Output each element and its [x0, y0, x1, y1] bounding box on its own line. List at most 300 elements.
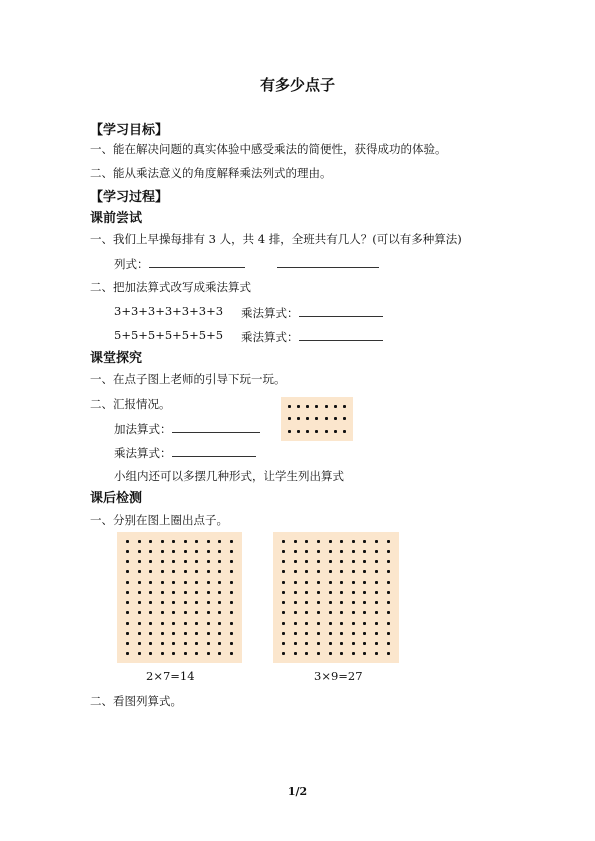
- grid-dot: [184, 652, 187, 655]
- grid-dot: [315, 430, 318, 433]
- explore-question-1: 一、在点子图上老师的引导下玩一玩。: [90, 372, 286, 386]
- grid-dot: [317, 591, 320, 594]
- grid-dot: [195, 642, 198, 645]
- grid-dot: [282, 652, 285, 655]
- grid-dot: [340, 652, 343, 655]
- mul-row-1: [241, 304, 383, 321]
- grid-dot: [387, 570, 390, 573]
- grid-dot: [282, 622, 285, 625]
- grid-dot: [294, 632, 297, 635]
- grid-dot: [317, 560, 320, 563]
- add-expr-2: 5+5+5+5+5+5+5: [114, 328, 224, 342]
- grid-dot: [375, 611, 378, 614]
- grid-dot: [184, 581, 187, 584]
- grid-dot: [282, 591, 285, 594]
- add-formula-row: [114, 420, 260, 437]
- grid-dot: [387, 601, 390, 604]
- grid-dot: [207, 611, 210, 614]
- grid-dot: [149, 550, 152, 553]
- grid-dot: [126, 560, 129, 563]
- grid-dot: [218, 632, 221, 635]
- grid-dot: [282, 560, 285, 563]
- grid-dot: [315, 405, 318, 408]
- grid-dot: [161, 611, 164, 614]
- grid-dot: [218, 550, 221, 553]
- grid-dot: [317, 540, 320, 543]
- grid-dot: [138, 642, 141, 645]
- grid-dot: [363, 652, 366, 655]
- grid-dot: [294, 622, 297, 625]
- grid-dot: [340, 611, 343, 614]
- post-heading: 课后检测: [90, 491, 143, 506]
- grid-dot: [230, 652, 233, 655]
- grid-dot: [387, 642, 390, 645]
- dot-grid-right: [273, 532, 399, 663]
- grid-dot: [387, 611, 390, 614]
- grid-dot: [126, 550, 129, 553]
- grid-dot: [329, 622, 332, 625]
- grid-dot: [138, 591, 141, 594]
- grid-dot: [317, 632, 320, 635]
- grid-dot: [230, 611, 233, 614]
- grid-dot: [138, 611, 141, 614]
- grid-dot: [138, 581, 141, 584]
- grid-dot: [230, 581, 233, 584]
- grid-dot: [138, 652, 141, 655]
- grid-dot: [138, 632, 141, 635]
- caption-right: 3×9=27: [314, 669, 363, 683]
- grid-dot: [329, 560, 332, 563]
- grid-dot: [184, 622, 187, 625]
- grid-dot: [138, 550, 141, 553]
- grid-dot: [343, 430, 346, 433]
- grid-dot: [161, 560, 164, 563]
- grid-dot: [207, 642, 210, 645]
- grid-dot: [305, 570, 308, 573]
- grid-dot: [282, 550, 285, 553]
- grid-dot: [184, 570, 187, 573]
- grid-dot: [207, 560, 210, 563]
- grid-dot: [387, 581, 390, 584]
- grid-dot: [184, 642, 187, 645]
- grid-dot: [172, 601, 175, 604]
- grid-dot: [230, 642, 233, 645]
- grid-dot: [207, 632, 210, 635]
- grid-dot: [352, 632, 355, 635]
- grid-dot: [195, 652, 198, 655]
- grid-dot: [343, 405, 346, 408]
- grid-dot: [294, 550, 297, 553]
- grid-dot: [207, 622, 210, 625]
- grid-dot: [387, 652, 390, 655]
- grid-dot: [325, 417, 328, 420]
- explore-heading: 课堂探究: [90, 351, 143, 366]
- grid-dot: [282, 540, 285, 543]
- grid-dot: [387, 560, 390, 563]
- grid-dot: [138, 601, 141, 604]
- post-question-2: 二、看图列算式。: [90, 694, 182, 708]
- dot-grid-left: [117, 532, 242, 663]
- explore-question-2: 二、汇报情况。: [90, 397, 171, 411]
- grid-dot: [317, 581, 320, 584]
- grid-dot: [218, 540, 221, 543]
- grid-dot: [305, 581, 308, 584]
- grid-dot: [305, 632, 308, 635]
- grid-dot: [387, 550, 390, 553]
- grid-dot: [184, 560, 187, 563]
- grid-dot: [172, 591, 175, 594]
- grid-dot: [161, 570, 164, 573]
- grid-dot: [294, 642, 297, 645]
- grid-dot: [149, 642, 152, 645]
- grid-dot: [172, 611, 175, 614]
- grid-dot: [149, 591, 152, 594]
- grid-dot: [195, 632, 198, 635]
- grid-dot: [375, 570, 378, 573]
- mul-blank-1[interactable]: [299, 304, 383, 317]
- mul-blank[interactable]: [172, 444, 256, 457]
- grid-dot: [297, 430, 300, 433]
- grid-dot: [126, 611, 129, 614]
- grid-dot: [207, 570, 210, 573]
- grid-dot: [352, 550, 355, 553]
- grid-dot: [195, 560, 198, 563]
- caption-left: 2×7=14: [146, 669, 195, 683]
- grid-dot: [282, 642, 285, 645]
- grid-dot: [172, 632, 175, 635]
- grid-dot: [340, 632, 343, 635]
- mul-formula-row: [114, 444, 256, 461]
- grid-dot: [195, 540, 198, 543]
- pre-formula-row: [114, 255, 379, 272]
- grid-dot: [294, 570, 297, 573]
- grid-dot: [172, 550, 175, 553]
- grid-dot: [126, 642, 129, 645]
- grid-dot: [218, 622, 221, 625]
- grid-dot: [317, 601, 320, 604]
- grid-dot: [329, 632, 332, 635]
- grid-dot: [363, 611, 366, 614]
- grid-dot: [218, 652, 221, 655]
- answer-blank-1[interactable]: [149, 255, 245, 268]
- grid-dot: [172, 560, 175, 563]
- mul-blank-2[interactable]: [299, 328, 383, 341]
- grid-dot: [352, 540, 355, 543]
- grid-dot: [375, 560, 378, 563]
- mul-row-2: [241, 328, 383, 345]
- grid-dot: [172, 570, 175, 573]
- pre-question-1: 一、我们上早操每排有 3 人，共 4 排，全班共有几人？(可以有多种算法): [90, 232, 462, 246]
- grid-dot: [207, 591, 210, 594]
- grid-dot: [138, 540, 141, 543]
- grid-dot: [282, 570, 285, 573]
- grid-dot: [306, 417, 309, 420]
- grid-dot: [375, 581, 378, 584]
- grid-dot: [126, 591, 129, 594]
- grid-dot: [207, 652, 210, 655]
- grid-dot: [297, 417, 300, 420]
- grid-dot: [363, 581, 366, 584]
- add-expr-1: 3+3+3+3+3+3+3: [114, 304, 224, 318]
- grid-dot: [230, 622, 233, 625]
- grid-dot: [282, 611, 285, 614]
- grid-dot: [363, 540, 366, 543]
- grid-dot: [149, 652, 152, 655]
- grid-dot: [161, 601, 164, 604]
- grid-dot: [149, 540, 152, 543]
- grid-dot: [340, 591, 343, 594]
- explore-note: 小组内还可以多摆几种形式，让学生列出算式: [114, 469, 344, 483]
- grid-dot: [305, 540, 308, 543]
- add-label: 加法算式：: [114, 422, 172, 436]
- grid-dot: [305, 611, 308, 614]
- grid-dot: [172, 652, 175, 655]
- grid-dot: [317, 611, 320, 614]
- grid-dot: [207, 581, 210, 584]
- page-title: 有多少点子: [259, 76, 335, 94]
- formula-label: 列式：: [114, 257, 149, 271]
- goal-item-2: 二、能从乘法意义的角度解释乘法列式的理由。: [90, 166, 332, 180]
- grid-dot: [172, 622, 175, 625]
- grid-dot: [184, 611, 187, 614]
- grid-dot: [218, 642, 221, 645]
- grid-dot: [329, 642, 332, 645]
- grid-dot: [230, 601, 233, 604]
- grid-dot: [334, 417, 337, 420]
- grid-dot: [161, 642, 164, 645]
- grid-dot: [138, 622, 141, 625]
- grid-dot: [288, 430, 291, 433]
- grid-dot: [387, 540, 390, 543]
- grid-dot: [218, 581, 221, 584]
- grid-dot: [218, 611, 221, 614]
- grid-dot: [230, 570, 233, 573]
- grid-dot: [126, 540, 129, 543]
- grid-dot: [305, 622, 308, 625]
- grid-dot: [288, 405, 291, 408]
- grid-dot: [352, 581, 355, 584]
- grid-dot: [317, 642, 320, 645]
- mul-label-1: 乘法算式：: [241, 306, 299, 320]
- pre-question-2: 二、把加法算式改写成乘法算式: [90, 280, 251, 294]
- grid-dot: [375, 591, 378, 594]
- grid-dot: [375, 601, 378, 604]
- grid-dot: [149, 560, 152, 563]
- grid-dot: [329, 601, 332, 604]
- grid-dot: [387, 632, 390, 635]
- grid-dot: [161, 540, 164, 543]
- grid-dot: [218, 570, 221, 573]
- grid-dot: [329, 570, 332, 573]
- grid-dot: [207, 601, 210, 604]
- pre-heading: 课前尝试: [90, 211, 143, 226]
- grid-dot: [294, 611, 297, 614]
- grid-dot: [294, 601, 297, 604]
- grid-dot: [375, 632, 378, 635]
- grid-dot: [329, 591, 332, 594]
- grid-dot: [218, 591, 221, 594]
- grid-dot: [334, 430, 337, 433]
- grid-dot: [195, 550, 198, 553]
- grid-dot: [126, 622, 129, 625]
- grid-dot: [126, 632, 129, 635]
- grid-dot: [149, 601, 152, 604]
- grid-dot: [207, 550, 210, 553]
- goal-item-1: 一、能在解决问题的真实体验中感受乘法的简便性，获得成功的体验。: [90, 142, 447, 156]
- grid-dot: [149, 581, 152, 584]
- grid-dot: [149, 570, 152, 573]
- grid-dot: [161, 622, 164, 625]
- grid-dot: [352, 652, 355, 655]
- grid-dot: [230, 560, 233, 563]
- grid-dot: [305, 601, 308, 604]
- grid-dot: [375, 622, 378, 625]
- grid-dot: [325, 430, 328, 433]
- grid-dot: [126, 601, 129, 604]
- grid-dot: [282, 581, 285, 584]
- grid-dot: [340, 570, 343, 573]
- grid-dot: [230, 540, 233, 543]
- grid-dot: [363, 570, 366, 573]
- grid-dot: [294, 581, 297, 584]
- grid-dot: [172, 581, 175, 584]
- grid-dot: [329, 540, 332, 543]
- grid-dot: [343, 417, 346, 420]
- grid-dot: [352, 642, 355, 645]
- grid-dot: [149, 632, 152, 635]
- grid-dot: [329, 611, 332, 614]
- grid-dot: [172, 540, 175, 543]
- grid-dot: [305, 560, 308, 563]
- grid-dot: [218, 601, 221, 604]
- grid-dot: [305, 591, 308, 594]
- grid-dot: [352, 601, 355, 604]
- grid-dot: [297, 405, 300, 408]
- grid-dot: [363, 550, 366, 553]
- mul-label: 乘法算式：: [114, 446, 172, 460]
- grid-dot: [306, 405, 309, 408]
- grid-dot: [126, 581, 129, 584]
- grid-dot: [375, 550, 378, 553]
- goals-heading: 【学习目标】: [90, 123, 169, 138]
- grid-dot: [230, 632, 233, 635]
- grid-dot: [282, 601, 285, 604]
- grid-dot: [161, 591, 164, 594]
- grid-dot: [363, 642, 366, 645]
- grid-dot: [305, 642, 308, 645]
- grid-dot: [218, 560, 221, 563]
- grid-dot: [126, 570, 129, 573]
- grid-dot: [352, 570, 355, 573]
- grid-dot: [306, 430, 309, 433]
- mul-label-2: 乘法算式：: [241, 330, 299, 344]
- grid-dot: [317, 550, 320, 553]
- grid-dot: [184, 601, 187, 604]
- grid-dot: [363, 560, 366, 563]
- grid-dot: [325, 405, 328, 408]
- grid-dot: [340, 560, 343, 563]
- grid-dot: [294, 591, 297, 594]
- grid-dot: [363, 632, 366, 635]
- grid-dot: [138, 560, 141, 563]
- grid-dot: [195, 622, 198, 625]
- grid-dot: [317, 622, 320, 625]
- grid-dot: [230, 550, 233, 553]
- grid-dot: [352, 622, 355, 625]
- grid-dot: [375, 642, 378, 645]
- grid-dot: [305, 550, 308, 553]
- grid-dot: [161, 550, 164, 553]
- grid-dot: [161, 581, 164, 584]
- grid-dot: [340, 581, 343, 584]
- grid-dot: [340, 540, 343, 543]
- grid-dot: [375, 540, 378, 543]
- post-question-1: 一、分别在图上圈出点子。: [90, 513, 228, 527]
- grid-dot: [315, 417, 318, 420]
- grid-dot: [317, 570, 320, 573]
- grid-dot: [352, 591, 355, 594]
- grid-dot: [294, 560, 297, 563]
- grid-dot: [363, 591, 366, 594]
- grid-dot: [149, 622, 152, 625]
- grid-dot: [126, 652, 129, 655]
- grid-dot: [352, 560, 355, 563]
- grid-dot: [329, 581, 332, 584]
- grid-dot: [138, 570, 141, 573]
- grid-dot: [195, 601, 198, 604]
- grid-dot: [387, 622, 390, 625]
- grid-dot: [184, 550, 187, 553]
- grid-dot: [288, 417, 291, 420]
- add-blank[interactable]: [172, 420, 260, 433]
- page-number: 1/2: [287, 785, 308, 798]
- grid-dot: [195, 581, 198, 584]
- grid-dot: [184, 632, 187, 635]
- grid-dot: [305, 652, 308, 655]
- grid-dot: [184, 591, 187, 594]
- grid-dot: [334, 405, 337, 408]
- grid-dot: [363, 622, 366, 625]
- process-heading: 【学习过程】: [90, 190, 169, 205]
- dot-grid-small: [281, 397, 353, 441]
- grid-dot: [340, 622, 343, 625]
- grid-dot: [172, 642, 175, 645]
- grid-dot: [161, 652, 164, 655]
- grid-dot: [294, 652, 297, 655]
- grid-dot: [161, 632, 164, 635]
- grid-dot: [207, 540, 210, 543]
- grid-dot: [387, 591, 390, 594]
- grid-dot: [195, 591, 198, 594]
- grid-dot: [195, 570, 198, 573]
- grid-dot: [317, 652, 320, 655]
- grid-dot: [329, 652, 332, 655]
- grid-dot: [340, 601, 343, 604]
- grid-dot: [184, 540, 187, 543]
- grid-dot: [329, 550, 332, 553]
- grid-dot: [340, 642, 343, 645]
- grid-dot: [195, 611, 198, 614]
- grid-dot: [294, 540, 297, 543]
- answer-blank-2[interactable]: [277, 255, 379, 268]
- grid-dot: [375, 652, 378, 655]
- grid-dot: [340, 550, 343, 553]
- grid-dot: [149, 611, 152, 614]
- grid-dot: [352, 611, 355, 614]
- grid-dot: [282, 632, 285, 635]
- grid-dot: [363, 601, 366, 604]
- grid-dot: [230, 591, 233, 594]
